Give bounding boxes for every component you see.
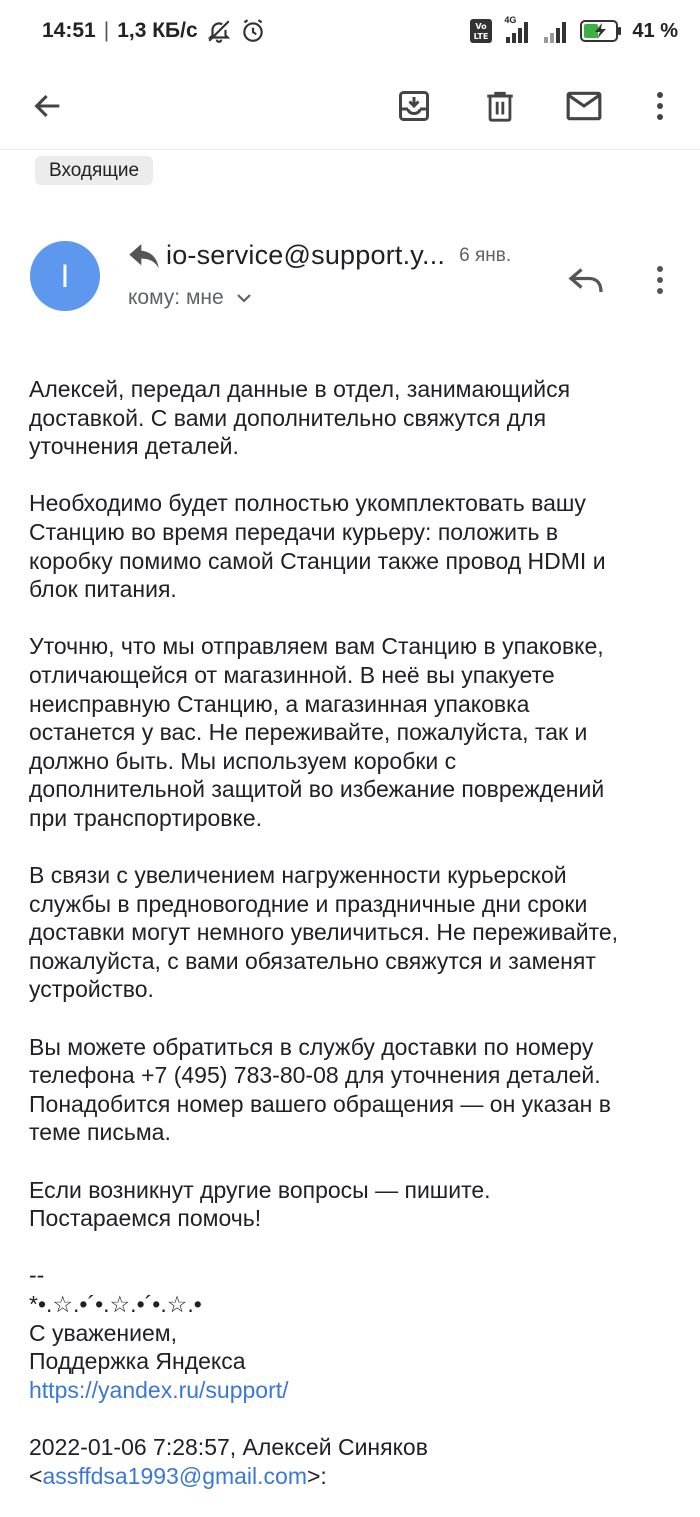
body-line: останется у вас. Не переживайте, пожалуйста, так и [29,719,588,746]
signature-link-line [29,1376,679,1405]
signature-regards: С уважением, [29,1319,177,1346]
signal-4g-icon [502,15,532,43]
body-paragraph-3 [29,632,679,832]
body-line: дополнительной защитой во избежание повреждений [29,776,605,803]
mail-icon [565,90,603,122]
volte-text-bottom: LTE [474,32,489,41]
replied-icon [128,241,160,271]
reply-button[interactable] [560,254,612,306]
body-line: блок питания. [29,576,177,603]
delete-button[interactable] [472,78,528,134]
sender-avatar[interactable]: I [30,241,100,311]
recipient-toggle[interactable] [128,286,252,310]
message-header [0,230,700,330]
signature-team: Поддержка Яндекса [29,1348,246,1375]
status-bar [0,0,700,62]
inbox-label-chip[interactable]: Входящие [35,156,153,185]
mark-unread-button[interactable] [556,78,612,134]
volte-text-top: Vo [475,22,488,31]
message-body [29,375,679,1490]
reply-icon [568,265,604,295]
quote-close-bracket: >: [307,1462,327,1489]
trash-icon [483,88,517,124]
body-paragraph-1 [29,375,679,461]
status-time: 14:51 [42,19,96,42]
message-more-button[interactable] [636,254,684,306]
body-line: при транспортировке. [29,804,263,831]
body-line: неисправную Станцию, а магазинная упаковка [29,690,530,717]
status-separator: | [103,19,110,42]
more-options-button[interactable] [632,78,688,134]
volte-icon [470,19,492,43]
body-line: телефона +7 (495) 783-80-08 для уточнения деталей. [29,1062,601,1089]
body-line: доставки могут немного увеличиться. Не переживайте, [29,919,619,946]
recipient-label: кому: мне [128,286,224,309]
quote-email-line [29,1462,679,1491]
message-date: 6 янв. [459,244,512,266]
body-line: Необходимо будет полностью укомплектовать вашу [29,490,586,517]
status-left [42,18,266,44]
body-paragraph-5 [29,1033,679,1147]
body-line: доставкой. С вами дополнительно свяжутся для [29,404,547,431]
body-line: Постараемся помочь! [29,1205,262,1232]
body-line: отличающейся от магазинной. В неё вы упакуете [29,661,555,688]
body-line: должно быть. Мы используем коробки с [29,747,457,774]
signature-dashes: -- [29,1262,45,1289]
body-line: Понадобится номер вашего обращения — он указан в [29,1090,611,1117]
more-vertical-icon [655,265,665,295]
body-paragraph-4 [29,861,679,1004]
body-line: Вы можете обратиться в службу доставки по номеру [29,1033,594,1060]
quote-header-line: 2022-01-06 7:28:57, Алексей Синяков [29,1433,428,1460]
signature-decoration: *•.☆.•´•.☆.•´•.☆.• [29,1291,202,1317]
sender-name[interactable]: io-service@support.y... [166,240,446,270]
body-line: Алексей, передал данные в отдел, занимающийся [29,376,571,402]
quoted-header [29,1433,679,1490]
body-line: теме письма. [29,1119,171,1146]
body-line: устройство. [29,976,154,1003]
email-toolbar [0,62,700,150]
battery-percent: 41 % [632,19,678,42]
status-right [470,15,678,43]
body-line: Если возникнут другие вопросы — пишите. [29,1176,491,1203]
battery-charging-icon [580,19,622,43]
body-line: В связи с увеличением нагруженности курьерской [29,862,567,889]
network-speed: 1,3 КБ/с [117,19,198,42]
body-paragraph-2 [29,489,679,603]
body-line: коробку помимо самой Станции также провод HDMI и [29,547,606,574]
more-vertical-icon [655,91,665,121]
body-line: Уточню, что мы отправляем вам Станцию в упаковке, [29,633,604,660]
chevron-down-icon [236,292,252,304]
signal-icon [542,19,570,43]
back-button[interactable] [20,78,76,134]
body-line: пожалуйста, с вами обязательно свяжутся и заменят [29,947,596,974]
quote-email-link[interactable]: assffdsa1993@gmail.com [42,1462,307,1489]
sender-line [128,240,511,271]
body-line: службы в предновогодние и праздничные дни сроки [29,890,588,917]
support-link[interactable]: https://yandex.ru/support/ [29,1376,289,1403]
body-line: Станцию во время передачи курьеру: положить в [29,518,559,545]
body-paragraph-6 [29,1176,679,1233]
alarm-icon [240,18,266,44]
archive-icon [396,88,432,124]
mute-notifications-icon [206,18,232,44]
signature [29,1261,679,1404]
body-line: уточнения деталей. [29,433,239,460]
quote-open-bracket: < [29,1462,43,1489]
archive-button[interactable] [386,78,442,134]
arrow-left-icon [31,89,65,123]
network-type: 4G [504,15,517,25]
